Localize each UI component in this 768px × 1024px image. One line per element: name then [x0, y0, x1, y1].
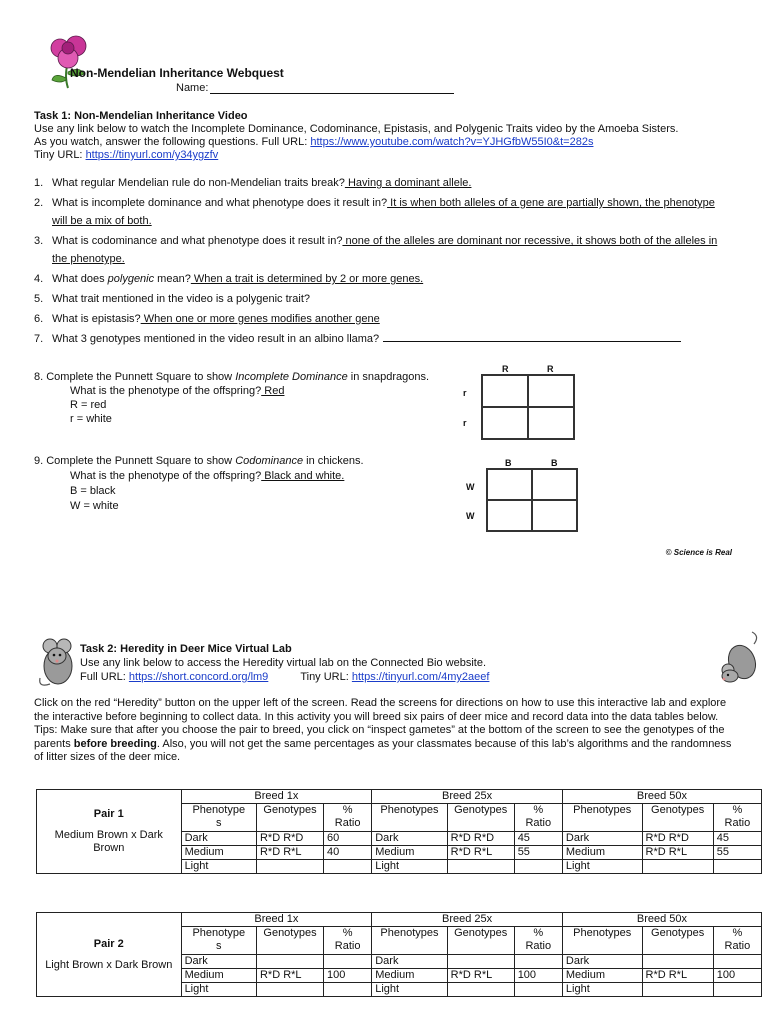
punnett-square-chicken — [458, 452, 588, 542]
ratio-cell[interactable] — [514, 955, 562, 969]
q9-phenotype — [34, 469, 364, 484]
q8-phenotype — [34, 384, 429, 398]
mouse-right-icon — [714, 630, 764, 686]
genotype-cell[interactable] — [447, 983, 514, 997]
punnett-side-allele: r — [463, 418, 467, 428]
ratio-header-label: Ratio — [525, 940, 552, 952]
phenotype-cell: Light — [372, 983, 447, 997]
phenotype-cell: Medium — [562, 969, 642, 983]
genotype-cell[interactable]: R*D R*D — [256, 832, 323, 846]
question-number: 7. — [34, 333, 44, 345]
phenotype-cell: Medium — [181, 846, 256, 860]
punnett-cell[interactable] — [487, 500, 532, 531]
credit-text: © Science is Real — [665, 548, 732, 557]
name-label: Name: — [176, 82, 209, 94]
pair-name: Pair 2 — [93, 937, 124, 950]
breed-50x-header: Breed 50x — [562, 913, 761, 927]
genotype-cell[interactable] — [256, 860, 323, 874]
answer-text[interactable]: none of the alleles are dominant nor recessive, it shows both of the alleles in the phenotype. — [52, 235, 718, 265]
phenotype-cell: Medium — [372, 969, 447, 983]
punnett-cell[interactable] — [487, 469, 532, 500]
punnett-top-allele: B — [505, 458, 512, 468]
q9-key-2: W = white — [70, 500, 119, 512]
ratio-header-label: Ratio — [724, 817, 751, 829]
q9-prompt — [34, 454, 364, 469]
ratio-cell[interactable] — [324, 860, 372, 874]
task1-full-url-link[interactable]: https://www.youtube.com/watch?v=YJHGfbW55I0&t=282s — [310, 136, 594, 148]
answer-text[interactable]: Having a dominant allele. — [344, 177, 472, 189]
task1-intro — [34, 123, 734, 162]
genotype-cell[interactable] — [642, 983, 713, 997]
task2-instructions-bold: before breeding — [73, 737, 157, 750]
ratio-cell[interactable] — [713, 860, 761, 874]
ratio-header-pct: % — [732, 927, 743, 939]
q9-term: Codominance — [235, 455, 304, 467]
phenotypes-header-b: s — [216, 817, 222, 829]
phenotype-cell: Dark — [181, 955, 256, 969]
name-field[interactable] — [210, 93, 454, 94]
ratio-cell[interactable]: 60 — [324, 832, 372, 846]
ratio-cell[interactable] — [713, 955, 761, 969]
phenotype-cell: Dark — [372, 955, 447, 969]
q9-prompt-text: 9. Complete the Punnett Square to show — [34, 455, 236, 467]
ratio-cell[interactable]: 45 — [514, 832, 562, 846]
ratio-cell[interactable] — [324, 955, 372, 969]
answer-blank[interactable] — [383, 330, 681, 342]
question-1 — [34, 174, 724, 192]
genotype-cell[interactable] — [256, 983, 323, 997]
punnett-cell[interactable] — [528, 407, 574, 439]
ratio-header-pct: % — [342, 927, 353, 939]
question-list — [34, 174, 724, 350]
q8-term: Incomplete Dominance — [235, 371, 348, 383]
pair-cross: Light Brown x Dark Brown — [45, 958, 173, 971]
phenotypes-header: Phenotypes — [562, 804, 642, 832]
task1-tiny-url-link[interactable]: https://tinyurl.com/y34ygzfv — [85, 149, 219, 161]
task2-tiny-url-link[interactable]: https://tinyurl.com/4my2aeef — [351, 671, 490, 683]
ratio-header-pct: % — [533, 804, 544, 816]
breed-header-row — [37, 790, 762, 804]
ratio-cell[interactable]: 55 — [713, 846, 761, 860]
phenotype-cell: Dark — [562, 832, 642, 846]
ratio-cell[interactable]: 55 — [514, 846, 562, 860]
task2-instructions-text: Click on the red “Heredity” button on the upper left of the screen. Read the screens for directions on how to use this interactive lab and explore the interactive before beginning to collect data. In this activity you will breed six pairs of deer mice and record data into the data tables below. Tips: Make sure that after you choose the pair to breed, you click on “inspect gametes” at the bottom of the screen to see the genotypes of the parents — [34, 697, 727, 750]
task2-intro — [80, 656, 489, 684]
pair-cross: Medium Brown x Dark Brown — [54, 829, 163, 854]
question-4 — [34, 270, 724, 288]
genotypes-header: Genotypes — [256, 804, 323, 832]
question-9 — [34, 454, 364, 514]
genotype-cell[interactable]: R*D R*L — [447, 846, 514, 860]
punnett-cell[interactable] — [532, 500, 577, 531]
ratio-header-pct: % — [732, 804, 743, 816]
phenotypes-header-b: s — [216, 940, 222, 952]
answer-text[interactable]: When a trait is determined by 2 or more genes. — [190, 273, 424, 285]
phenotype-cell: Medium — [181, 969, 256, 983]
answer-text[interactable]: It is when both alleles of a gene are partially shown, the phenotype will be a mix of both. — [52, 197, 715, 227]
question-text-end: mean? — [154, 273, 191, 285]
breed-header-row — [37, 913, 762, 927]
ratio-header-label: Ratio — [334, 817, 361, 829]
question-6 — [34, 310, 724, 328]
ratio-header — [514, 927, 562, 955]
ratio-header — [324, 804, 372, 832]
ratio-cell[interactable]: 45 — [713, 832, 761, 846]
phenotypes-header: Phenotypes — [562, 927, 642, 955]
task1-heading: Task 1: Non-Mendelian Inheritance Video — [34, 110, 248, 122]
punnett-top-allele: R — [502, 364, 509, 374]
pair-1-label-cell — [37, 790, 182, 874]
pair-1-table — [36, 789, 762, 874]
task1-intro-line2 — [34, 136, 734, 149]
question-text: What regular Mendelian rule do non-Mendelian traits break? — [52, 177, 345, 189]
pair-name: Pair 1 — [93, 808, 124, 820]
q9-key-1: B = black — [70, 485, 116, 497]
phenotypes-header-a: Phenotype — [192, 927, 246, 939]
task2-intro-line1: Use any link below to access the Heredity virtual lab on the Connected Bio website. — [80, 657, 486, 669]
task2-instructions-end: . Also, you will not get the same percentages as your classmates because of this lab’s algorithms and the randomness of litter sizes of the deer mice. — [34, 737, 732, 763]
pair-2-label-cell — [37, 913, 182, 997]
question-number: 5. — [34, 293, 44, 305]
phenotype-cell: Medium — [562, 846, 642, 860]
breed-1x-header: Breed 1x — [181, 790, 372, 804]
q9-phenotype-answer[interactable]: Black and white. — [261, 470, 345, 482]
question-8 — [34, 370, 429, 426]
phenotype-cell: Dark — [562, 955, 642, 969]
question-text: What is incomplete dominance and what phenotype does it result in? — [52, 197, 388, 209]
question-5 — [34, 290, 724, 308]
ratio-header — [713, 927, 761, 955]
genotype-cell[interactable]: R*D R*D — [642, 832, 713, 846]
phenotype-cell: Dark — [372, 832, 447, 846]
question-number: 4. — [34, 273, 44, 285]
phenotypes-header-a: Phenotype — [192, 804, 246, 816]
q9-phenotype-question: What is the phenotype of the offspring? — [70, 470, 262, 482]
q8-phenotype-answer[interactable]: Red — [261, 385, 285, 397]
punnett-side-allele: W — [466, 482, 475, 492]
question-number: 3. — [34, 235, 44, 247]
pair-2-table — [36, 912, 762, 997]
question-text: What is epistasis? — [52, 313, 141, 325]
answer-text[interactable]: When one or more genes modifies another gene — [140, 313, 380, 325]
punnett-cell[interactable] — [528, 375, 574, 407]
breed-1x-header: Breed 1x — [181, 913, 372, 927]
punnett-cell[interactable] — [482, 375, 528, 407]
punnett-cell[interactable] — [532, 469, 577, 500]
phenotypes-header — [181, 927, 256, 955]
ratio-header — [514, 804, 562, 832]
genotype-cell[interactable] — [642, 860, 713, 874]
ratio-cell[interactable] — [514, 983, 562, 997]
phenotype-cell: Light — [181, 983, 256, 997]
task1-intro-line3 — [34, 149, 734, 162]
question-text: What does — [52, 273, 108, 285]
ratio-header — [713, 804, 761, 832]
ratio-header-label: Ratio — [724, 940, 751, 952]
question-text: What is codominance and what phenotype does it result in? — [52, 235, 343, 247]
phenotype-cell: Light — [181, 860, 256, 874]
ratio-cell[interactable]: 100 — [324, 969, 372, 983]
genotype-cell[interactable] — [642, 955, 713, 969]
punnett-top-allele: R — [547, 364, 554, 374]
breed-25x-header: Breed 25x — [372, 913, 563, 927]
question-3 — [34, 232, 724, 268]
genotype-cell[interactable]: R*D R*L — [256, 969, 323, 983]
task2-tiny-label: Tiny URL: — [300, 671, 349, 683]
question-text: What 3 genotypes mentioned in the video result in an albino llama? — [52, 333, 380, 345]
genotype-cell[interactable]: R*D R*L — [642, 846, 713, 860]
question-number: 6. — [34, 313, 44, 325]
ratio-header-label: Ratio — [525, 817, 552, 829]
task2-links — [80, 670, 489, 684]
punnett-grid — [486, 468, 578, 532]
question-text: What trait mentioned in the video is a polygenic trait? — [52, 293, 311, 305]
ratio-cell[interactable]: 40 — [324, 846, 372, 860]
flower-logo-icon — [46, 34, 98, 90]
ratio-header-label: Ratio — [334, 940, 361, 952]
genotype-cell[interactable]: R*D R*L — [256, 846, 323, 860]
genotypes-header: Genotypes — [642, 804, 713, 832]
ratio-cell[interactable] — [514, 860, 562, 874]
question-italic-term: polygenic — [107, 273, 155, 285]
genotype-cell[interactable] — [447, 955, 514, 969]
genotype-cell[interactable] — [447, 860, 514, 874]
genotypes-header: Genotypes — [447, 927, 514, 955]
phenotype-cell: Dark — [181, 832, 256, 846]
q8-prompt-end: in snapdragons. — [347, 371, 430, 383]
punnett-square-snapdragon — [455, 358, 585, 448]
phenotypes-header: Phenotypes — [372, 804, 447, 832]
question-7 — [34, 330, 724, 348]
genotype-cell[interactable]: R*D R*L — [642, 969, 713, 983]
task2-instructions — [34, 697, 734, 765]
ratio-cell[interactable] — [324, 983, 372, 997]
genotypes-header: Genotypes — [642, 927, 713, 955]
phenotypes-header: Phenotypes — [372, 927, 447, 955]
page-title: Non-Mendelian Inheritance Webquest — [70, 66, 284, 80]
punnett-top-allele: B — [551, 458, 558, 468]
phenotype-cell: Light — [562, 983, 642, 997]
task1-tiny-label: Tiny URL: — [34, 149, 83, 161]
phenotype-cell: Medium — [372, 846, 447, 860]
ratio-cell[interactable]: 100 — [514, 969, 562, 983]
breed-50x-header: Breed 50x — [562, 790, 761, 804]
q9-prompt-end: in chickens. — [303, 455, 364, 467]
task1-intro-line1: Use any link below to watch the Incomplete Dominance, Codominance, Epistasis, and Polygenic Traits video by the Amoeba Sisters. — [34, 123, 679, 135]
task2-full-url-link[interactable]: https://short.concord.org/lm9 — [128, 671, 269, 683]
ratio-header — [324, 927, 372, 955]
mouse-left-icon — [30, 634, 80, 690]
punnett-side-allele: r — [463, 388, 467, 398]
ratio-cell[interactable] — [713, 983, 761, 997]
q8-key-2: r = white — [70, 413, 112, 425]
task1-intro-text: As you watch, answer the following questions. Full URL: — [34, 136, 308, 148]
punnett-cell[interactable] — [482, 407, 528, 439]
punnett-grid — [481, 374, 575, 440]
genotypes-header: Genotypes — [256, 927, 323, 955]
genotype-cell[interactable] — [256, 955, 323, 969]
ratio-header-pct: % — [533, 927, 544, 939]
ratio-cell[interactable]: 100 — [713, 969, 761, 983]
genotype-cell[interactable]: R*D R*D — [447, 832, 514, 846]
question-number: 1. — [34, 177, 44, 189]
phenotype-cell: Light — [372, 860, 447, 874]
genotype-cell[interactable]: R*D R*L — [447, 969, 514, 983]
task2-heading: Task 2: Heredity in Deer Mice Virtual Lab — [80, 643, 292, 655]
punnett-side-allele: W — [466, 511, 475, 521]
phenotype-cell: Light — [562, 860, 642, 874]
breed-25x-header: Breed 25x — [372, 790, 563, 804]
ratio-header-pct: % — [342, 804, 353, 816]
q8-key-1: R = red — [70, 399, 107, 411]
task2-full-label: Full URL: — [80, 671, 126, 683]
genotypes-header: Genotypes — [447, 804, 514, 832]
q8-phenotype-question: What is the phenotype of the offspring? — [70, 385, 262, 397]
q8-prompt-text: 8. Complete the Punnett Square to show — [34, 371, 236, 383]
q8-prompt — [34, 370, 429, 384]
phenotypes-header — [181, 804, 256, 832]
question-2 — [34, 194, 724, 230]
question-number: 2. — [34, 197, 44, 209]
